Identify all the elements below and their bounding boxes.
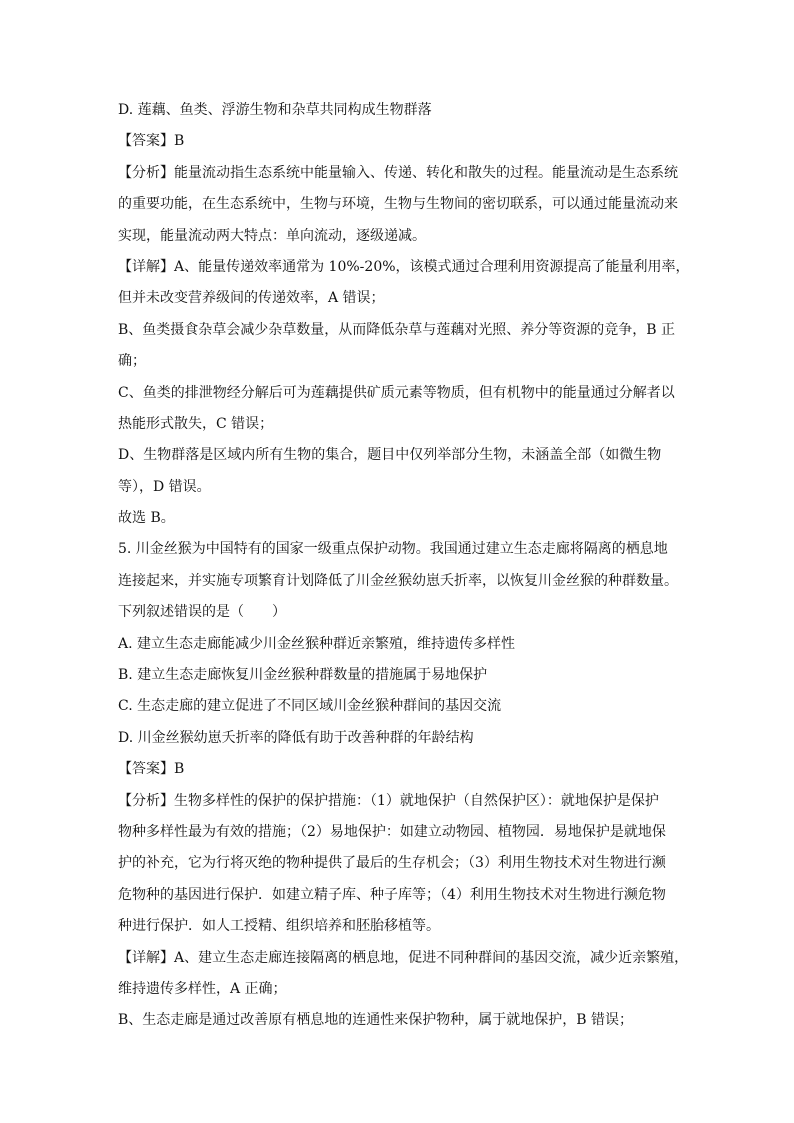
- option-d: D. 川金丝猴幼崽夭折率的降低有助于改善种群的年龄结构: [118, 729, 474, 746]
- detail-line: 确；: [118, 353, 146, 370]
- detail-line: 维持遗传多样性，A 正确；: [118, 980, 287, 997]
- analysis-line: 【分析】生物多样性的保护的保护措施：（1）就地保护（自然保护区）：就地保护是保护: [118, 792, 659, 809]
- detail-line: 但并未改变营养级间的传递效率，A 错误；: [118, 290, 385, 307]
- document-page: [118, 100, 690, 1042]
- analysis-line: 种进行保护．如人工授精、组织培养和胚胎移植等。: [118, 918, 440, 935]
- question-5-stem: 5. 川金丝猴为中国特有的国家一级重点保护动物。我国通过建立生态走廊将隔离的栖息地: [118, 541, 668, 558]
- question-5-stem: 连接起来，并实施专项繁育计划降低了川金丝猴幼崽夭折率，以恢复川金丝猴的种群数量。: [118, 572, 678, 589]
- detail-line: B、生态走廊是通过改善原有栖息地的连通性来保护物种，属于就地保护，B 错误；: [118, 1012, 634, 1029]
- option-c: C. 生态走廊的建立促进了不同区域川金丝猴种群间的基因交流: [118, 698, 502, 715]
- detail-line: B、鱼类摄食杂草会减少杂草数量，从而降低杂草与莲藕对光照、养分等资源的竞争，B 正: [118, 321, 676, 338]
- analysis-line: 的重要功能，在生态系统中，生物与环境，生物与生物间的密切联系，可以通过能量流动来: [118, 196, 678, 213]
- option-b: B. 建立生态走廊恢复川金丝猴种群数量的措施属于易地保护: [118, 667, 488, 684]
- option-d-previous: D. 莲藕、鱼类、浮游生物和杂草共同构成生物群落: [118, 102, 432, 118]
- answer-line: 【答案】B: [118, 133, 185, 150]
- detail-line: 【详解】A、能量传递效率通常为 10%-20%，该模式通过合理利用资源提高了能量利用率，: [118, 258, 690, 275]
- question-5-stem: 下列叙述错误的是（ ）: [118, 604, 286, 621]
- answer-line: 【答案】B: [118, 761, 185, 778]
- detail-line: 【详解】A、建立生态走廊连接隔离的栖息地，促进不同种群间的基因交流，减少近亲繁殖，: [118, 949, 689, 966]
- conclusion-line: 故选 B。: [118, 510, 175, 527]
- analysis-line: 物种多样性最为有效的措施；（2）易地保护：如建立动物园、植物园．易地保护是就地保: [118, 823, 666, 840]
- detail-line: D、生物群落是区域内所有生物的集合，题目中仅列举部分生物，未涵盖全部（如微生物: [118, 447, 662, 464]
- analysis-line: 危物种的基因进行保护．如建立精子库、种子库等；（4）利用生物技术对生物进行濒危物: [118, 886, 666, 903]
- analysis-line: 【分析】能量流动指生态系统中能量输入、传递、转化和散失的过程。能量流动是生态系统: [118, 164, 678, 181]
- analysis-line: 护的补充，它为行将灭绝的物种提供了最后的生存机会；（3）利用生物技术对生物进行濒: [118, 855, 666, 872]
- analysis-line: 实现，能量流动两大特点：单向流动，逐级递减。: [118, 227, 426, 244]
- detail-line: 等），D 错误。: [118, 478, 211, 495]
- option-a: A. 建立生态走廊能减少川金丝猴种群近亲繁殖，维持遗传多样性: [118, 635, 516, 652]
- detail-line: C、鱼类的排泄物经分解后可为莲藕提供矿质元素等物质，但有机物中的能量通过分解者以: [118, 384, 675, 401]
- detail-line: 热能形式散失，C 错误；: [118, 415, 274, 432]
